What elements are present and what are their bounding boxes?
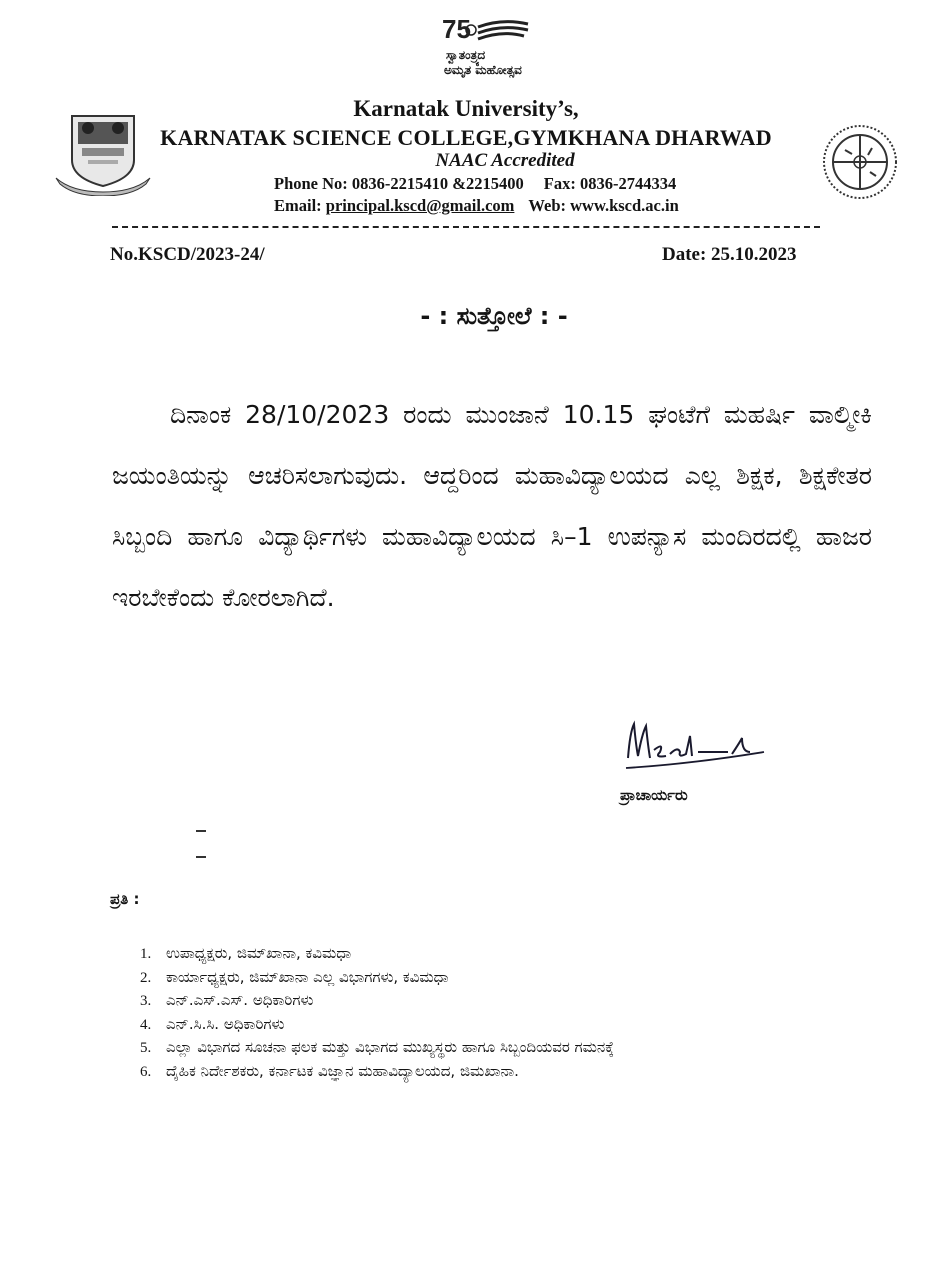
list-number: 1. <box>140 946 152 962</box>
contact-email-line <box>274 196 679 216</box>
reference-date: Date: 25.10.2023 <box>662 244 797 265</box>
emblem-number: 75 <box>442 14 471 44</box>
circular-body: ದಿನಾಂಕ 28/10/2023 ರಂದು ಮುಂಜಾನೆ 10.15 ಘಂಟೆಗೆ ಮಹರ್ಷಿ ವಾಲ್ಮೀಕಿ ಜಯಂತಿಯನ್ನು ಆಚರಿಸಲಾಗುವುದು. ಆದ್ದರಿಂದ ಮಹಾವಿದ್ಯಾಲಯದ ಎಲ್ಲ ಶಿಕ್ಷಕ, ಶಿಕ್ಷಕೇತರ ಸಿಬ್ಬಂದಿ ಹಾಗೂ ವಿದ್ಯಾರ್ಥಿಗಳು ಮಹಾವಿದ್ಯಾಲಯದ ಸಿ–1 ಉಪನ್ಯಾಸ ಮಂದಿರದಲ್ಲಿ ಹಾಜರ ಇರಬೇಕೆಂದು ಕೋರಲಾಗಿದೆ. <box>112 400 872 612</box>
website[interactable]: Web: www.kscd.ac.in <box>528 196 679 215</box>
fax-number: Fax: 0836-2744334 <box>543 174 677 193</box>
list-item <box>140 968 614 992</box>
circular-title: - : ಸುತ್ತೋಲೆ : - <box>420 302 568 330</box>
signatory-designation: ಪ್ರಾಚಾರ್ಯರು <box>620 786 688 804</box>
list-number: 5. <box>140 1040 152 1056</box>
list-item <box>140 944 614 968</box>
list-text: ದೈಹಿಕ ನಿರ್ದೇಶಕರು, ಕರ್ನಾಟಕ ವಿಜ್ಞಾನ ಮಹಾವಿದ್ಯಾಲಯದ, ಜಿಮಖಾನಾ. <box>166 1061 519 1080</box>
list-text: ಎಲ್ಲಾ ವಿಭಾಗದ ಸೂಚನಾ ಫಲಕ ಮತ್ತು ವಿಭಾಗದ ಮುಖ್ಯಸ್ಥರು ಹಾಗೂ ಸಿಬ್ಬಂದಿಯವರ ಗಮನಕ್ಕೆ <box>166 1038 615 1056</box>
list-item <box>140 1062 614 1086</box>
list-number: 3. <box>140 993 152 1009</box>
list-item <box>140 1038 614 1062</box>
list-text: ಕಾರ್ಯಾಧ್ಯಕ್ಷರು, ಜಿಮ್‌ಖಾನಾ ಎಲ್ಲ ವಿಭಾಗಗಳು, ಕವಿಮಧಾ <box>166 967 449 986</box>
contact-phone-line <box>274 174 676 194</box>
copy-to-label: ಪ್ರತಿ : <box>110 890 140 908</box>
email-link[interactable]: principal.kscd@gmail.com <box>325 196 515 215</box>
copy-to-list <box>140 944 614 1085</box>
principal-signature <box>620 712 770 776</box>
university-name: Karnatak University’s, <box>353 96 579 121</box>
list-number: 2. <box>140 969 152 986</box>
accreditation: NAAC Accredited <box>435 150 575 171</box>
header-divider <box>112 226 820 228</box>
college-name: KARNATAK SCIENCE COLLEGE,GYMKHANA DHARWAD <box>160 125 772 150</box>
emblem-tagline-2: ಅಮೃತ ಮಹೋತ್ಸವ <box>444 63 522 77</box>
list-item <box>140 991 614 1015</box>
list-text: ಎನ್.ಸಿ.ಸಿ. ಅಧಿಕಾರಿಗಳು <box>166 1014 285 1033</box>
list-item <box>140 1015 614 1039</box>
reference-number: No.KSCD/2023-24/ <box>110 244 265 265</box>
list-number: 4. <box>140 1016 152 1033</box>
pen-mark <box>196 830 206 832</box>
list-number: 6. <box>140 1063 152 1080</box>
pen-mark <box>196 856 206 858</box>
list-text: ಉಪಾಧ್ಯಕ್ಷರು, ಜಿಮ್‌ಖಾನಾ, ಕವಿಮಧಾ <box>166 944 352 962</box>
list-text: ಎನ್.ಎಸ್.ಎಸ್. ಅಧಿಕಾರಿಗಳು <box>166 991 314 1009</box>
email-label: Email: <box>274 196 322 215</box>
phone-number: Phone No: 0836-2215410 &2215400 <box>274 174 524 193</box>
emblem-tagline-1: ಸ್ವಾತಂತ್ರ್ಯದ <box>446 48 486 62</box>
